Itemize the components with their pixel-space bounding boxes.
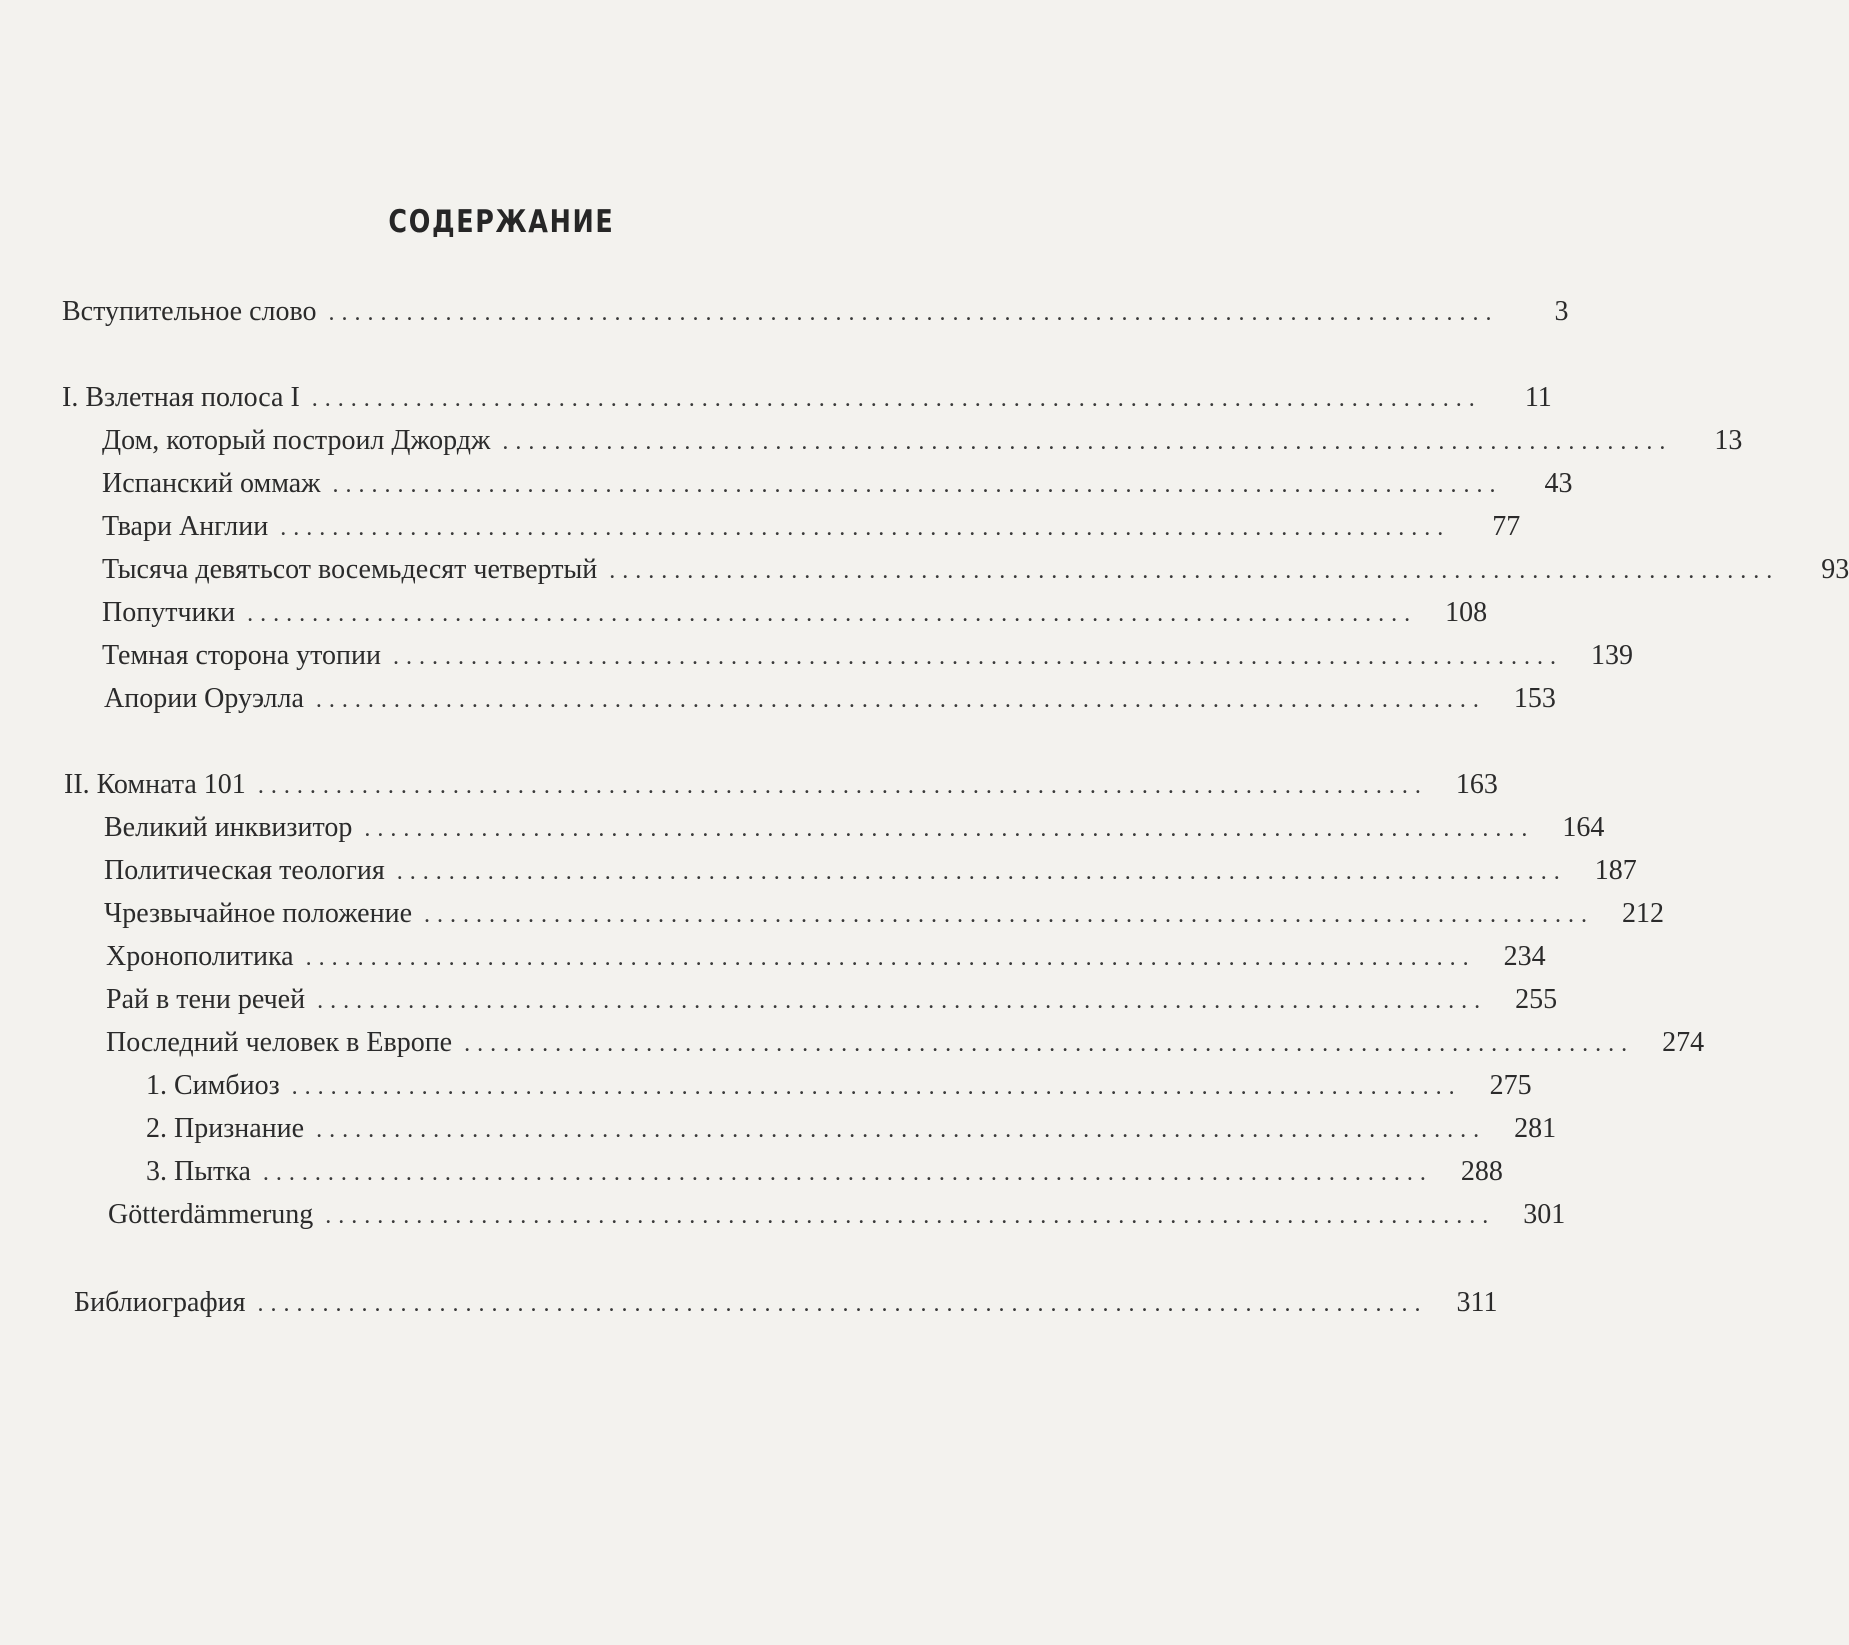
toc-entry-chapter [102,636,1634,676]
toc-page-number: 255 [1515,984,1558,1015]
toc-entry-label: Götterdämmerung [108,1199,314,1230]
toc-entry-label: 2. Признание [146,1113,305,1144]
dot-leader: .......................................................................................... [257,1291,1428,1317]
toc-entry-label: II. Комната 101 [64,769,246,800]
dot-leader: .......................................................................................... [316,1117,1487,1143]
toc-entry-label: Дом, который построил Джордж [102,425,491,456]
dot-leader: .......................................................................................... [424,902,1594,928]
toc-entry-chapter [106,937,1546,977]
toc-entry-label: Апории Оруэлла [104,683,304,714]
toc-entry-label: Рай в тени речей [106,984,306,1015]
dot-leader: .......................................................................................... [311,386,1482,412]
toc-entry-label: Политическая теология [104,855,385,886]
dot-leader: .......................................................................................... [332,472,1503,498]
toc-entry-label: Попутчики [102,597,236,628]
toc-entry-label: Последний человек в Европе [106,1027,453,1058]
dot-leader: .......................................................................................... [315,687,1486,713]
toc-page-number: 275 [1489,1070,1532,1101]
dot-leader: .......................................................................................... [609,558,1780,584]
toc-entry-chapter [104,851,1637,891]
dot-leader: .......................................................................................... [257,773,1428,799]
dot-leader: .......................................................................................... [364,816,1535,842]
dot-leader: .......................................................................................... [262,1160,1433,1186]
dot-leader: .......................................................................................... [291,1074,1462,1100]
page-title: СОДЕРЖАНИЕ [388,204,615,240]
toc-entry-bibliography [74,1283,1498,1323]
toc-entry-chapter [106,980,1558,1020]
toc-page-number: 311 [1456,1287,1498,1318]
toc-entry-label: Испанский оммаж [102,468,321,499]
toc-entry-label: 1. Симбиоз [146,1070,280,1101]
toc-entry-label: I. Взлетная полоса I [62,382,300,413]
toc-page-number: 163 [1455,769,1498,800]
toc-page-number: 153 [1513,683,1556,714]
toc-entry-label: Тысяча девятьсот восемьдесят четвертый [102,554,598,585]
toc-entry-chapter [102,421,1743,461]
toc-entry-chapter [102,593,1488,633]
toc-entry-label: Твари Англии [102,511,269,542]
toc-entry-subsection [146,1066,1532,1106]
toc-entry-chapter [102,464,1573,504]
toc-page-number: 301 [1523,1199,1566,1230]
toc-entry-part-1 [62,378,1552,418]
toc-entry-chapter [104,679,1556,719]
dot-leader: .......................................................................................... [328,300,1499,326]
toc-entry-chapter [106,1023,1705,1063]
toc-page-number: 3 [1554,296,1569,327]
toc-entry-label: Чрезвычайное положение [104,898,412,929]
toc-page-number: 234 [1503,941,1546,972]
toc-entry-subsection [146,1109,1557,1149]
dot-leader: .......................................................................................... [396,859,1567,885]
toc-entry-label: Великий инквизитор [104,812,353,843]
dot-leader: .......................................................................................... [280,515,1451,541]
toc-entry-chapter [108,1195,1566,1235]
toc-entry-label: Хронополитика [106,941,294,972]
toc-entry-chapter [104,894,1664,934]
toc-page-number: 139 [1591,640,1634,671]
toc-page-number: 281 [1514,1113,1557,1144]
dot-leader: .......................................................................................... [393,644,1564,670]
toc-entry-label: Библиография [74,1287,246,1318]
toc-entry-chapter [102,550,1849,590]
toc-page-number: 274 [1662,1027,1705,1058]
dot-leader: .......................................................................................... [305,945,1476,971]
toc-entry-label: Вступительное слово [62,296,317,327]
toc-page-number: 43 [1544,468,1573,499]
dot-leader: .......................................................................................... [502,429,1673,455]
dot-leader: .......................................................................................... [317,988,1488,1014]
dot-leader: .......................................................................................... [464,1031,1635,1057]
toc-page-number: 93 [1821,554,1849,585]
toc-page-number: 164 [1562,812,1605,843]
toc-page-number: 11 [1524,382,1552,413]
toc-entry-foreword [62,292,1569,332]
toc-entry-subsection [146,1152,1503,1192]
toc-page-number: 187 [1594,855,1637,886]
toc-page-number: 212 [1622,898,1664,929]
toc-entry-label: 3. Пытка [146,1156,251,1187]
dot-leader: .......................................................................................... [247,601,1418,627]
toc-entry-chapter [102,507,1521,547]
toc-page-number: 108 [1445,597,1488,628]
toc-entry-label: Темная сторона утопии [102,640,382,671]
dot-leader: .......................................................................................... [325,1203,1496,1229]
toc-page-number: 77 [1492,511,1521,542]
toc-entry-part-2 [64,765,1498,805]
toc-entry-chapter [104,808,1605,848]
toc-page-number: 288 [1460,1156,1503,1187]
toc-page-number: 13 [1714,425,1743,456]
